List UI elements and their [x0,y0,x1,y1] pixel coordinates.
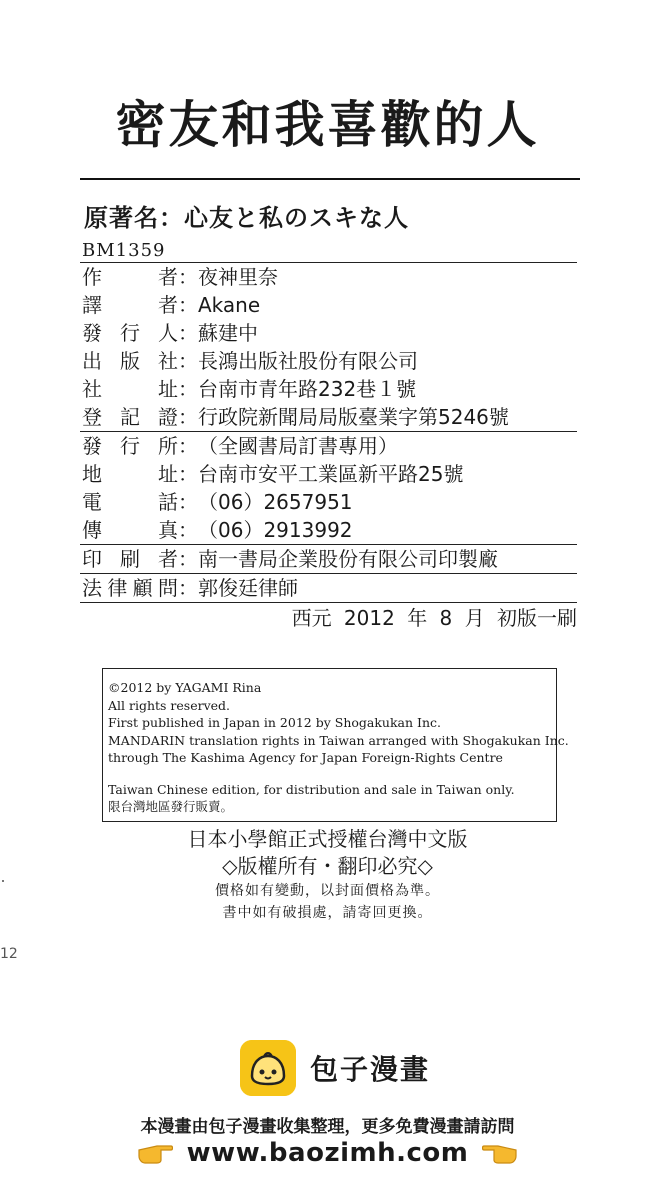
copyright-line: Taiwan Chinese edition, for distribution and sale in Taiwan only. [108,781,515,797]
pointing-hand-icon [137,1138,173,1168]
credit-label: 電 話 [82,490,178,514]
edition-line: 西元 2012 年 8 月 初版一刷 [291,606,577,630]
credit-label: 作 者 [82,265,178,289]
credit-row [80,544,577,573]
bun-logo-icon [240,1040,296,1096]
credit-label: 傳 真 [82,518,178,542]
brand-block[interactable] [240,1040,430,1096]
credit-value: 夜神里奈 [198,265,278,289]
credit-row [80,431,577,460]
credit-row [80,263,577,291]
credit-value: 長鴻出版社股份有限公司 [198,349,418,373]
credit-colon: ： [178,405,198,429]
copyright-line: First published in Japan in 2012 by Shogakukan Inc. [108,715,441,730]
title-divider [80,178,580,180]
credit-value: 蘇建中 [198,321,258,345]
pointing-hand-icon [482,1138,518,1168]
credit-colon: ： [178,462,198,486]
credit-value: 郭俊廷律師 [198,576,298,600]
credit-label: 譯 者 [82,293,178,317]
authorization-text: 日本小學館正式授權台灣中文版 [187,827,468,851]
credit-label: 登 記 證 [82,405,178,429]
credit-label: 地 址 [82,462,178,486]
copyright-line: 限台灣地區發行販賣。 [108,799,234,814]
credit-colon: ： [178,377,198,401]
credit-row [80,291,577,319]
copyright-gap [108,767,556,781]
scan-speck [2,880,4,882]
credit-value: Akane [198,293,261,317]
credit-value: （全國書局訂書專用） [198,434,398,458]
copyright-line: All rights reserved. [108,697,231,713]
credit-label: 法 律 顧 問 [82,576,178,600]
credit-colon: ： [178,349,198,373]
page-number: 12 [0,946,18,962]
credit-row [80,460,577,488]
credit-value: 台南市安平工業區新平路25號 [198,462,464,486]
credit-colon: ： [178,321,198,345]
credit-label: 社 址 [82,377,178,401]
authorization-block [0,826,655,924]
credit-colon: ： [178,576,198,600]
copyright-box [102,668,569,822]
credit-row [80,516,577,544]
copyright-line: MANDARIN translation rights in Taiwan arranged with Shogakukan Inc. [108,732,569,748]
credit-value: 台南市青年路232巷１號 [198,377,417,401]
original-title: 原著名：心友と私のスキな人 [84,204,409,232]
credit-colon: ： [178,265,198,289]
credit-value: （06）2657951 [198,490,353,514]
credits-table [80,262,577,603]
book-code: BM1359 [82,240,166,261]
credit-row [80,319,577,347]
credit-colon: ： [178,547,198,571]
rights-notice: ◇版權所有・翻印必究◇ [222,854,433,878]
credit-label: 發 行 人 [82,321,178,345]
credit-row [80,403,577,431]
price-notice: 價格如有變動，以封面價格為準。 [215,883,440,899]
credit-colon: ： [178,490,198,514]
credit-row [80,573,577,602]
credit-row [80,375,577,403]
credit-row [80,347,577,375]
credit-colon: ： [178,434,198,458]
damage-notice: 書中如有破損處，請寄回更換。 [222,905,433,921]
copyright-line: ©2012 by YAGAMI Rina [108,680,262,695]
credit-label: 出 版 社 [82,349,178,373]
credit-value: 行政院新聞局局版臺業字第5246號 [198,405,509,429]
brand-name: 包子漫畫 [310,1053,431,1086]
footer-url-link[interactable]: www.baozimh.com [186,1138,469,1168]
credit-row [80,488,577,516]
credit-value: （06）2913992 [198,518,353,542]
credit-label: 發 行 所 [82,434,178,458]
footer-url-line[interactable] [0,1138,655,1168]
copyright-line: through The Kashima Agency for Japan Foreign-Rights Centre [108,750,503,765]
credit-colon: ： [178,293,198,317]
credit-label: 印 刷 者 [82,547,178,571]
footer-notice: 本漫畫由包子漫畫收集整理，更多免費漫畫請訪問 [140,1117,515,1137]
credit-value: 南一書局企業股份有限公司印製廠 [198,547,498,571]
book-title: 密友和我喜歡的人 [115,96,540,154]
credit-colon: ： [178,518,198,542]
